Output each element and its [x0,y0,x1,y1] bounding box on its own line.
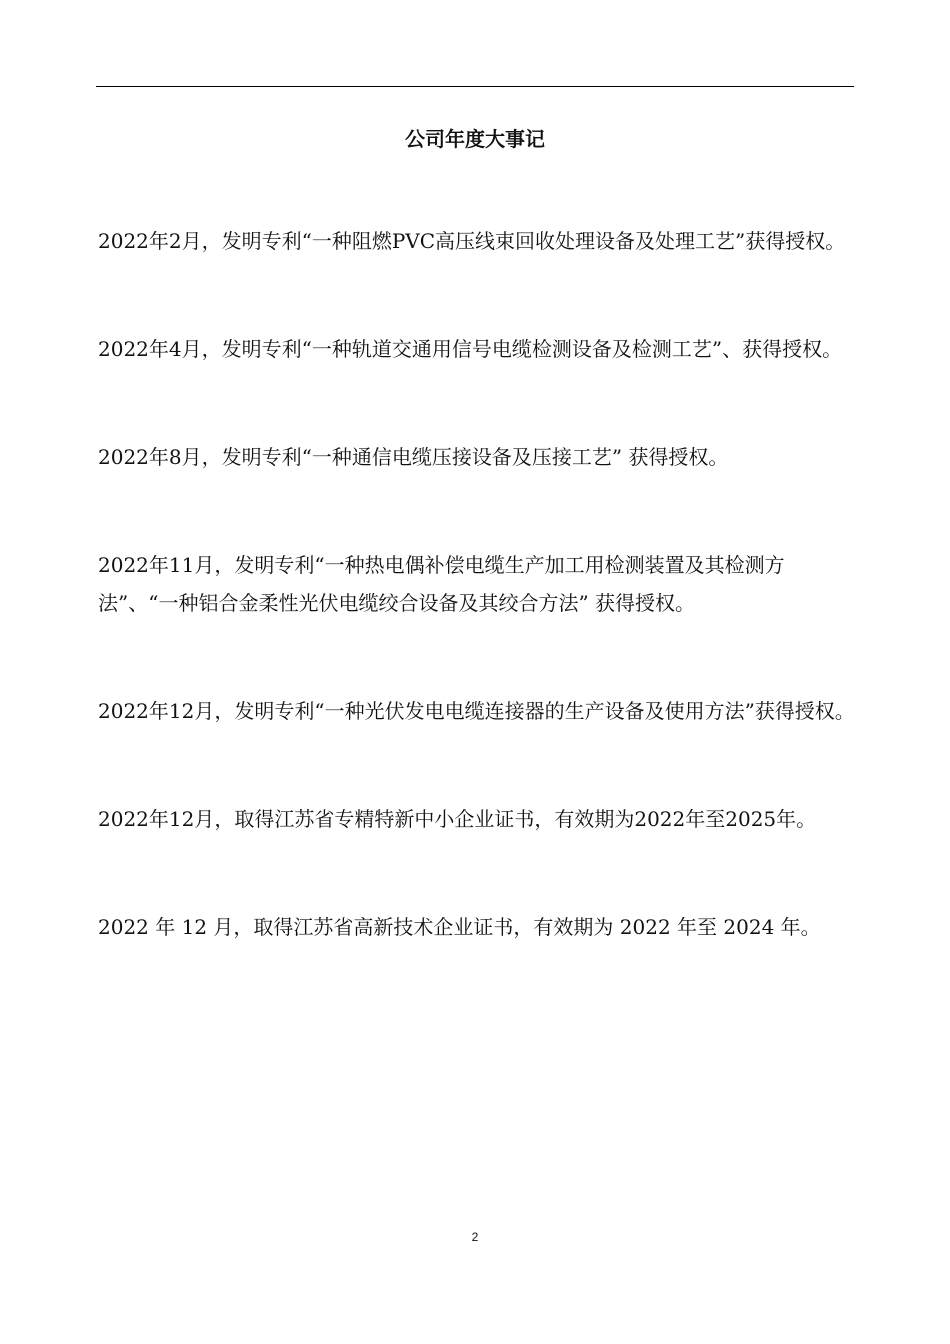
event-list [98,222,858,1016]
header-rule [96,86,854,87]
event-item: 2022年4月，发明专利“一种轨道交通用信号电缆检测设备及检测工艺”、获得授权。 [98,337,843,361]
event-item: 2022年2月，发明专利“一种阻燃PVC高压线束回收处理设备及处理工艺”获得授权。 [98,229,846,253]
event-item: 2022年12月，取得江苏省专精特新中小企业证书，有效期为2022年至2025年。 [98,807,817,831]
page-number: 2 [471,1230,479,1244]
event-item: 2022年8月，发明专利“一种通信电缆压接设备及压接工艺” 获得授权。 [98,445,729,469]
event-item: 2022 年 12 月，取得江苏省高新技术企业证书，有效期为 2022 年至 2024 年。 [98,915,821,939]
event-item: 2022年12月，发明专利“一种光伏发电电缆连接器的生产设备及使用方法”获得授权。 [98,699,855,723]
event-item: 2022年11月，发明专利“一种热电偶补偿电缆生产加工用检测装置及其检测方法”、“一种铝合金柔性光伏电缆绞合设备及其绞合方法” 获得授权。 [98,553,785,615]
page-title: 公司年度大事记 [405,127,545,151]
